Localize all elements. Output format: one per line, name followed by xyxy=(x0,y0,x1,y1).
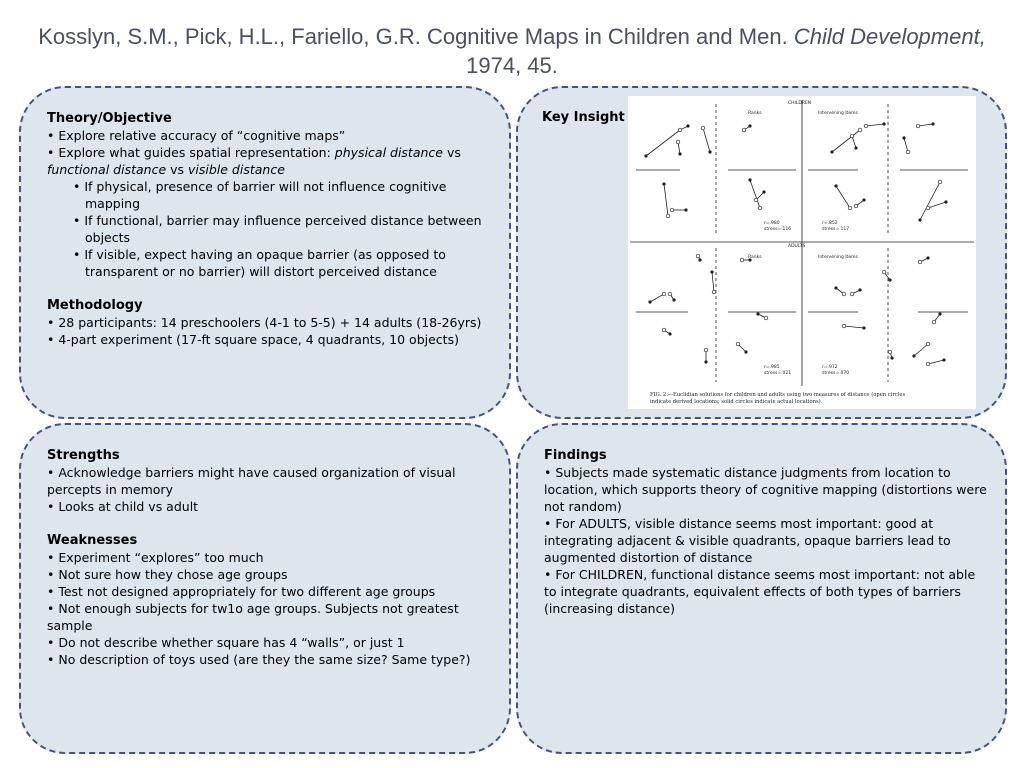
theory-panel xyxy=(19,86,511,419)
finding-bullet-2: • For ADULTS, visible distance seems most important: good at integrating adjacent & visible quadrants, opaque barriers lead to augmented distortion of distance xyxy=(544,516,951,565)
fig-label-intervening-children: Intervening Items xyxy=(818,111,858,116)
citation-year: 1974, 45. xyxy=(466,53,558,78)
weakness-bullet-5: • Do not describe whether square has 4 “walls”, or just 1 xyxy=(47,635,405,650)
key-insight-panel xyxy=(516,86,1007,419)
vs-2: vs xyxy=(166,162,188,177)
fig-label-children: CHILDREN xyxy=(788,101,812,106)
citation-authors: Kosslyn, S.M., Pick, H.L., Fariello, G.R. Cognitive Maps in Children and Men. xyxy=(38,24,788,49)
vs-1: vs xyxy=(442,145,461,160)
fig-stat-4: stress=.117 xyxy=(822,227,850,232)
key-insight-heading: Key Insight xyxy=(542,110,625,125)
physical-distance-term: physical distance xyxy=(334,145,443,160)
fig-label-intervening-adults: Intervening Items xyxy=(818,255,858,260)
fig-stat-7: r=.972 xyxy=(822,365,838,370)
slide-title xyxy=(0,22,1024,80)
findings-panel xyxy=(516,423,1007,754)
citation-journal: Child Development, xyxy=(793,24,986,49)
theory-bullet-1: • Explore relative accuracy of “cognitive maps” xyxy=(47,128,346,143)
weakness-bullet-3: • Test not designed appropriately for two different age groups xyxy=(47,584,436,599)
fig-stat-5: r=.985 xyxy=(764,365,780,370)
visible-distance-term: visible distance xyxy=(188,162,285,177)
fig-label-adults: ADULTS xyxy=(788,244,806,249)
fig-stat-8: stress=.070 xyxy=(822,371,850,376)
theory-heading: Theory/Objective xyxy=(47,111,172,126)
fig-stat-3: r=.852 xyxy=(822,221,838,226)
theory-sub-2: • If functional, barrier may influence perceived distance between objects xyxy=(73,213,482,245)
weakness-bullet-1: • Experiment “explores” too much xyxy=(47,550,264,565)
strengths-panel xyxy=(19,423,511,754)
theory-sub-1: • If physical, presence of barrier will not influence cognitive mapping xyxy=(73,179,447,211)
weakness-bullet-2: • Not sure how they chose age groups xyxy=(47,567,288,582)
finding-bullet-3: • For CHILDREN, functional distance seems most important: not able to integrate quadrants, equivalent effects of both types of barriers (increasing distance) xyxy=(544,567,976,616)
strength-bullet-1: • Acknowledge barriers might have caused organization of visual percepts in memory xyxy=(47,465,456,497)
fig-stat-1: r=.980 xyxy=(764,221,780,226)
fig-label-ranks-children: Ranks xyxy=(748,111,762,116)
findings-heading: Findings xyxy=(544,448,607,463)
fig-label-ranks-adults: Ranks xyxy=(748,255,762,260)
euclidian-solutions-figure xyxy=(628,96,976,409)
method-bullet-1: • 28 participants: 14 preschoolers (4-1 to 5-5) + 14 adults (18-26yrs) xyxy=(47,315,482,330)
functional-distance-term: functional distance xyxy=(47,162,167,177)
strength-bullet-2: • Looks at child vs adult xyxy=(47,499,199,514)
fig-stat-6: stress=.021 xyxy=(764,371,792,376)
figure-svg xyxy=(628,96,976,409)
weaknesses-heading: Weaknesses xyxy=(47,533,138,548)
method-bullet-2: • 4-part experiment (17-ft square space, 4 quadrants, 10 objects) xyxy=(47,332,459,347)
fig-caption-1: FIG. 2.—Euclidian solutions for children and adults using two measures of distance (open circles xyxy=(650,392,906,398)
fig-stat-2: stress=.116 xyxy=(764,227,792,232)
theory-bullet-2-pre: • Explore what guides spatial representation: xyxy=(47,145,335,160)
theory-sub-3: • If visible, expect having an opaque barrier (as opposed to transparent or no barrier) will distort perceived distance xyxy=(73,247,446,279)
fig-caption-2: indicate derived locations; solid circles indicate actual locations). xyxy=(650,399,823,405)
methodology-heading: Methodology xyxy=(47,298,143,313)
strengths-heading: Strengths xyxy=(47,448,120,463)
weakness-bullet-4: • Not enough subjects for tw1o age groups. Subjects not greatest sample xyxy=(47,601,459,633)
weakness-bullet-6: • No description of toys used (are they the same size? Same type?) xyxy=(47,652,471,667)
finding-bullet-1: • Subjects made systematic distance judgments from location to location, which supports theory of cognitive mapping (distortions were not random) xyxy=(544,465,987,514)
theory-bullet-2 xyxy=(47,144,493,178)
